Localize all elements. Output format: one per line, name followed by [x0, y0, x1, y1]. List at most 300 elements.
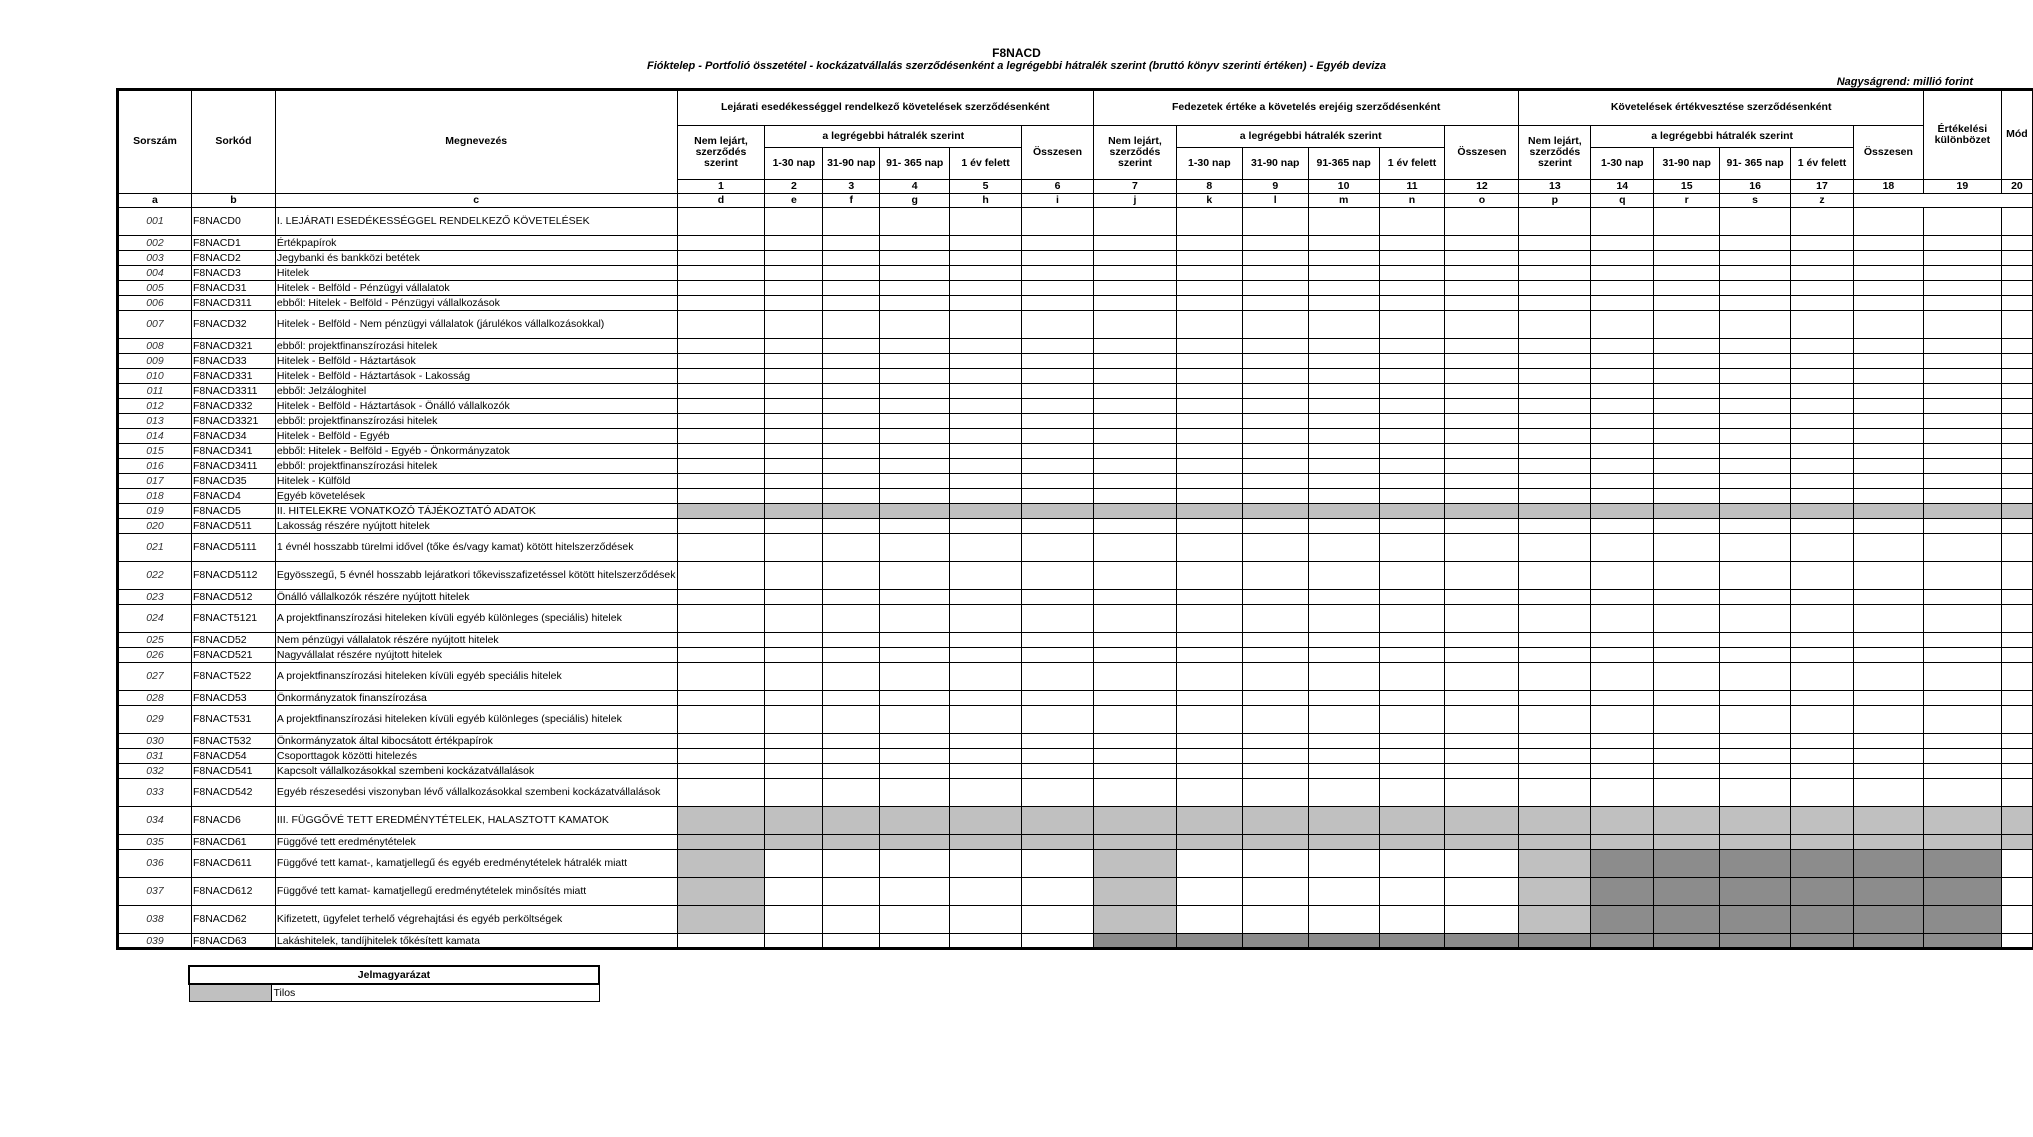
data-cell[interactable] — [1022, 691, 1094, 706]
data-cell[interactable] — [1720, 489, 1791, 504]
data-cell[interactable] — [823, 296, 880, 311]
data-cell[interactable] — [1720, 519, 1791, 534]
data-cell[interactable] — [1591, 663, 1654, 691]
data-cell[interactable] — [1853, 384, 1923, 399]
data-cell[interactable] — [1923, 691, 2001, 706]
data-cell[interactable] — [1654, 706, 1720, 734]
data-cell[interactable] — [2001, 779, 2032, 807]
data-cell[interactable] — [1591, 878, 1654, 906]
data-cell[interactable] — [1791, 459, 1854, 474]
data-cell[interactable] — [950, 519, 1022, 534]
data-cell[interactable] — [1445, 354, 1519, 369]
data-cell[interactable] — [1176, 590, 1242, 605]
data-cell[interactable] — [1379, 749, 1445, 764]
data-cell[interactable] — [2001, 590, 2032, 605]
data-cell[interactable] — [1654, 779, 1720, 807]
data-cell[interactable] — [1720, 605, 1791, 633]
data-cell[interactable] — [950, 311, 1022, 339]
data-cell[interactable] — [1654, 648, 1720, 663]
data-cell[interactable] — [1853, 605, 1923, 633]
data-cell[interactable] — [765, 459, 823, 474]
data-cell[interactable] — [1022, 519, 1094, 534]
data-cell[interactable] — [1093, 339, 1176, 354]
data-cell[interactable] — [765, 414, 823, 429]
data-cell[interactable] — [1242, 663, 1308, 691]
data-cell[interactable] — [1720, 663, 1791, 691]
data-cell[interactable] — [1654, 444, 1720, 459]
data-cell[interactable] — [1176, 354, 1242, 369]
data-cell[interactable] — [1791, 807, 1854, 835]
data-cell[interactable] — [1093, 534, 1176, 562]
data-cell[interactable] — [880, 878, 950, 906]
data-cell[interactable] — [1022, 489, 1094, 504]
data-cell[interactable] — [1022, 354, 1094, 369]
data-cell[interactable] — [1853, 266, 1923, 281]
data-cell[interactable] — [1379, 633, 1445, 648]
data-cell[interactable] — [1308, 633, 1379, 648]
data-cell[interactable] — [1519, 764, 1591, 779]
data-cell[interactable] — [880, 474, 950, 489]
data-cell[interactable] — [1379, 429, 1445, 444]
data-cell[interactable] — [2001, 281, 2032, 296]
data-cell[interactable] — [1379, 850, 1445, 878]
data-cell[interactable] — [2001, 504, 2032, 519]
data-cell[interactable] — [1093, 807, 1176, 835]
data-cell[interactable] — [2001, 633, 2032, 648]
data-cell[interactable] — [1242, 605, 1308, 633]
data-cell[interactable] — [1308, 311, 1379, 339]
data-cell[interactable] — [1720, 414, 1791, 429]
data-cell[interactable] — [1093, 414, 1176, 429]
data-cell[interactable] — [1093, 734, 1176, 749]
data-cell[interactable] — [1445, 414, 1519, 429]
data-cell[interactable] — [1176, 251, 1242, 266]
data-cell[interactable] — [765, 489, 823, 504]
data-cell[interactable] — [950, 906, 1022, 934]
data-cell[interactable] — [1445, 807, 1519, 835]
data-cell[interactable] — [1242, 648, 1308, 663]
data-cell[interactable] — [1308, 281, 1379, 296]
data-cell[interactable] — [880, 906, 950, 934]
data-cell[interactable] — [1445, 779, 1519, 807]
data-cell[interactable] — [1654, 339, 1720, 354]
data-cell[interactable] — [1308, 807, 1379, 835]
data-cell[interactable] — [1379, 878, 1445, 906]
data-cell[interactable] — [1242, 633, 1308, 648]
data-cell[interactable] — [1176, 208, 1242, 236]
data-cell[interactable] — [823, 414, 880, 429]
data-cell[interactable] — [1720, 534, 1791, 562]
data-cell[interactable] — [880, 339, 950, 354]
data-cell[interactable] — [1445, 251, 1519, 266]
data-cell[interactable] — [2001, 663, 2032, 691]
data-cell[interactable] — [1591, 266, 1654, 281]
data-cell[interactable] — [950, 429, 1022, 444]
data-cell[interactable] — [765, 807, 823, 835]
data-cell[interactable] — [765, 399, 823, 414]
data-cell[interactable] — [1519, 519, 1591, 534]
data-cell[interactable] — [1720, 734, 1791, 749]
data-cell[interactable] — [1791, 835, 1854, 850]
data-cell[interactable] — [1022, 429, 1094, 444]
data-cell[interactable] — [1308, 266, 1379, 281]
data-cell[interactable] — [1022, 384, 1094, 399]
data-cell[interactable] — [1923, 835, 2001, 850]
data-cell[interactable] — [950, 459, 1022, 474]
data-cell[interactable] — [677, 414, 765, 429]
data-cell[interactable] — [880, 519, 950, 534]
data-cell[interactable] — [1591, 519, 1654, 534]
data-cell[interactable] — [1853, 369, 1923, 384]
data-cell[interactable] — [823, 236, 880, 251]
data-cell[interactable] — [823, 850, 880, 878]
data-cell[interactable] — [677, 444, 765, 459]
data-cell[interactable] — [1176, 749, 1242, 764]
data-cell[interactable] — [1923, 311, 2001, 339]
data-cell[interactable] — [1519, 906, 1591, 934]
data-cell[interactable] — [1791, 648, 1854, 663]
data-cell[interactable] — [1445, 311, 1519, 339]
data-cell[interactable] — [823, 384, 880, 399]
data-cell[interactable] — [1445, 236, 1519, 251]
data-cell[interactable] — [1853, 779, 1923, 807]
data-cell[interactable] — [765, 906, 823, 934]
data-cell[interactable] — [765, 779, 823, 807]
data-cell[interactable] — [1242, 764, 1308, 779]
data-cell[interactable] — [950, 835, 1022, 850]
data-cell[interactable] — [1242, 590, 1308, 605]
data-cell[interactable] — [1654, 414, 1720, 429]
data-cell[interactable] — [1720, 266, 1791, 281]
data-cell[interactable] — [2001, 691, 2032, 706]
data-cell[interactable] — [1445, 474, 1519, 489]
data-cell[interactable] — [765, 266, 823, 281]
data-cell[interactable] — [1242, 369, 1308, 384]
data-cell[interactable] — [677, 474, 765, 489]
data-cell[interactable] — [677, 281, 765, 296]
data-cell[interactable] — [1923, 590, 2001, 605]
data-cell[interactable] — [2001, 605, 2032, 633]
data-cell[interactable] — [950, 691, 1022, 706]
data-cell[interactable] — [765, 474, 823, 489]
data-cell[interactable] — [823, 489, 880, 504]
data-cell[interactable] — [880, 633, 950, 648]
data-cell[interactable] — [765, 369, 823, 384]
data-cell[interactable] — [1093, 399, 1176, 414]
data-cell[interactable] — [1853, 835, 1923, 850]
data-cell[interactable] — [880, 850, 950, 878]
data-cell[interactable] — [677, 266, 765, 281]
data-cell[interactable] — [2001, 339, 2032, 354]
data-cell[interactable] — [677, 734, 765, 749]
data-cell[interactable] — [1720, 764, 1791, 779]
data-cell[interactable] — [1591, 236, 1654, 251]
data-cell[interactable] — [677, 779, 765, 807]
data-cell[interactable] — [880, 562, 950, 590]
data-cell[interactable] — [1720, 369, 1791, 384]
data-cell[interactable] — [1093, 236, 1176, 251]
data-cell[interactable] — [950, 850, 1022, 878]
data-cell[interactable] — [1720, 296, 1791, 311]
data-cell[interactable] — [1923, 414, 2001, 429]
data-cell[interactable] — [1853, 749, 1923, 764]
data-cell[interactable] — [677, 311, 765, 339]
data-cell[interactable] — [1791, 339, 1854, 354]
data-cell[interactable] — [880, 807, 950, 835]
data-cell[interactable] — [765, 835, 823, 850]
data-cell[interactable] — [1445, 296, 1519, 311]
data-cell[interactable] — [1591, 691, 1654, 706]
data-cell[interactable] — [1519, 779, 1591, 807]
data-cell[interactable] — [2001, 850, 2032, 878]
data-cell[interactable] — [880, 691, 950, 706]
data-cell[interactable] — [1519, 590, 1591, 605]
data-cell[interactable] — [1791, 489, 1854, 504]
data-cell[interactable] — [1654, 311, 1720, 339]
data-cell[interactable] — [1308, 444, 1379, 459]
data-cell[interactable] — [880, 266, 950, 281]
data-cell[interactable] — [2001, 354, 2032, 369]
data-cell[interactable] — [823, 504, 880, 519]
data-cell[interactable] — [1519, 706, 1591, 734]
data-cell[interactable] — [1654, 296, 1720, 311]
data-cell[interactable] — [1176, 266, 1242, 281]
data-cell[interactable] — [1022, 835, 1094, 850]
data-cell[interactable] — [1591, 311, 1654, 339]
data-cell[interactable] — [1591, 850, 1654, 878]
data-cell[interactable] — [823, 691, 880, 706]
data-cell[interactable] — [1654, 734, 1720, 749]
data-cell[interactable] — [1591, 835, 1654, 850]
data-cell[interactable] — [1445, 850, 1519, 878]
data-cell[interactable] — [1519, 934, 1591, 949]
data-cell[interactable] — [1379, 296, 1445, 311]
data-cell[interactable] — [1591, 369, 1654, 384]
data-cell[interactable] — [1176, 764, 1242, 779]
data-cell[interactable] — [1519, 369, 1591, 384]
data-cell[interactable] — [1308, 208, 1379, 236]
data-cell[interactable] — [1654, 534, 1720, 562]
data-cell[interactable] — [1176, 429, 1242, 444]
data-cell[interactable] — [880, 281, 950, 296]
data-cell[interactable] — [1308, 296, 1379, 311]
data-cell[interactable] — [1853, 414, 1923, 429]
data-cell[interactable] — [1720, 779, 1791, 807]
data-cell[interactable] — [677, 489, 765, 504]
data-cell[interactable] — [1591, 414, 1654, 429]
data-cell[interactable] — [1379, 906, 1445, 934]
data-cell[interactable] — [677, 878, 765, 906]
data-cell[interactable] — [880, 504, 950, 519]
data-cell[interactable] — [1923, 779, 2001, 807]
data-cell[interactable] — [1176, 504, 1242, 519]
data-cell[interactable] — [1242, 296, 1308, 311]
data-cell[interactable] — [1176, 706, 1242, 734]
data-cell[interactable] — [1242, 749, 1308, 764]
data-cell[interactable] — [1379, 444, 1445, 459]
data-cell[interactable] — [1654, 459, 1720, 474]
data-cell[interactable] — [1379, 459, 1445, 474]
data-cell[interactable] — [765, 878, 823, 906]
data-cell[interactable] — [950, 296, 1022, 311]
data-cell[interactable] — [823, 474, 880, 489]
data-cell[interactable] — [1591, 399, 1654, 414]
data-cell[interactable] — [1308, 251, 1379, 266]
data-cell[interactable] — [1654, 208, 1720, 236]
data-cell[interactable] — [880, 296, 950, 311]
data-cell[interactable] — [950, 444, 1022, 459]
data-cell[interactable] — [1654, 399, 1720, 414]
data-cell[interactable] — [1242, 489, 1308, 504]
data-cell[interactable] — [1093, 764, 1176, 779]
data-cell[interactable] — [1093, 906, 1176, 934]
data-cell[interactable] — [1022, 906, 1094, 934]
data-cell[interactable] — [823, 429, 880, 444]
data-cell[interactable] — [2001, 706, 2032, 734]
data-cell[interactable] — [1308, 764, 1379, 779]
data-cell[interactable] — [1923, 749, 2001, 764]
data-cell[interactable] — [1591, 444, 1654, 459]
data-cell[interactable] — [1445, 590, 1519, 605]
data-cell[interactable] — [1923, 878, 2001, 906]
data-cell[interactable] — [677, 399, 765, 414]
data-cell[interactable] — [880, 236, 950, 251]
data-cell[interactable] — [677, 906, 765, 934]
data-cell[interactable] — [677, 749, 765, 764]
data-cell[interactable] — [880, 399, 950, 414]
data-cell[interactable] — [765, 504, 823, 519]
data-cell[interactable] — [1308, 519, 1379, 534]
data-cell[interactable] — [950, 504, 1022, 519]
data-cell[interactable] — [1923, 850, 2001, 878]
data-cell[interactable] — [765, 633, 823, 648]
data-cell[interactable] — [1853, 474, 1923, 489]
data-cell[interactable] — [1093, 691, 1176, 706]
data-cell[interactable] — [1445, 835, 1519, 850]
data-cell[interactable] — [1242, 835, 1308, 850]
data-cell[interactable] — [1791, 444, 1854, 459]
data-cell[interactable] — [1308, 504, 1379, 519]
data-cell[interactable] — [1519, 878, 1591, 906]
data-cell[interactable] — [1308, 706, 1379, 734]
data-cell[interactable] — [1242, 779, 1308, 807]
data-cell[interactable] — [677, 208, 765, 236]
data-cell[interactable] — [1242, 236, 1308, 251]
data-cell[interactable] — [1519, 281, 1591, 296]
data-cell[interactable] — [1853, 648, 1923, 663]
data-cell[interactable] — [1022, 399, 1094, 414]
data-cell[interactable] — [1720, 444, 1791, 459]
data-cell[interactable] — [1791, 590, 1854, 605]
data-cell[interactable] — [1654, 590, 1720, 605]
data-cell[interactable] — [823, 749, 880, 764]
data-cell[interactable] — [1923, 384, 2001, 399]
data-cell[interactable] — [880, 706, 950, 734]
data-cell[interactable] — [1519, 734, 1591, 749]
data-cell[interactable] — [950, 734, 1022, 749]
data-cell[interactable] — [1176, 384, 1242, 399]
data-cell[interactable] — [1308, 934, 1379, 949]
data-cell[interactable] — [1093, 281, 1176, 296]
data-cell[interactable] — [1923, 706, 2001, 734]
data-cell[interactable] — [1379, 384, 1445, 399]
data-cell[interactable] — [1379, 691, 1445, 706]
data-cell[interactable] — [2001, 311, 2032, 339]
data-cell[interactable] — [1022, 633, 1094, 648]
data-cell[interactable] — [1519, 807, 1591, 835]
data-cell[interactable] — [950, 236, 1022, 251]
data-cell[interactable] — [677, 764, 765, 779]
data-cell[interactable] — [1591, 633, 1654, 648]
data-cell[interactable] — [677, 236, 765, 251]
data-cell[interactable] — [1853, 706, 1923, 734]
data-cell[interactable] — [765, 444, 823, 459]
data-cell[interactable] — [1022, 474, 1094, 489]
data-cell[interactable] — [1308, 878, 1379, 906]
data-cell[interactable] — [1379, 208, 1445, 236]
data-cell[interactable] — [1308, 691, 1379, 706]
data-cell[interactable] — [765, 384, 823, 399]
data-cell[interactable] — [1519, 444, 1591, 459]
data-cell[interactable] — [1654, 504, 1720, 519]
data-cell[interactable] — [1379, 706, 1445, 734]
data-cell[interactable] — [1720, 504, 1791, 519]
data-cell[interactable] — [1176, 236, 1242, 251]
data-cell[interactable] — [1853, 519, 1923, 534]
data-cell[interactable] — [1242, 281, 1308, 296]
data-cell[interactable] — [950, 251, 1022, 266]
data-cell[interactable] — [2001, 429, 2032, 444]
data-cell[interactable] — [765, 208, 823, 236]
data-cell[interactable] — [765, 590, 823, 605]
data-cell[interactable] — [677, 562, 765, 590]
data-cell[interactable] — [1720, 354, 1791, 369]
data-cell[interactable] — [1093, 296, 1176, 311]
data-cell[interactable] — [880, 429, 950, 444]
data-cell[interactable] — [1176, 399, 1242, 414]
data-cell[interactable] — [1379, 399, 1445, 414]
data-cell[interactable] — [1308, 369, 1379, 384]
data-cell[interactable] — [1519, 414, 1591, 429]
data-cell[interactable] — [1791, 474, 1854, 489]
data-cell[interactable] — [1720, 648, 1791, 663]
data-cell[interactable] — [1176, 534, 1242, 562]
data-cell[interactable] — [1923, 648, 2001, 663]
data-cell[interactable] — [1654, 281, 1720, 296]
data-cell[interactable] — [1654, 251, 1720, 266]
data-cell[interactable] — [1445, 266, 1519, 281]
data-cell[interactable] — [1791, 534, 1854, 562]
data-cell[interactable] — [1176, 807, 1242, 835]
data-cell[interactable] — [677, 590, 765, 605]
data-cell[interactable] — [2001, 399, 2032, 414]
data-cell[interactable] — [2001, 807, 2032, 835]
data-cell[interactable] — [1654, 934, 1720, 949]
data-cell[interactable] — [1923, 605, 2001, 633]
data-cell[interactable] — [1654, 807, 1720, 835]
data-cell[interactable] — [1519, 429, 1591, 444]
data-cell[interactable] — [1923, 339, 2001, 354]
data-cell[interactable] — [2001, 835, 2032, 850]
data-cell[interactable] — [823, 779, 880, 807]
data-cell[interactable] — [1791, 519, 1854, 534]
data-cell[interactable] — [1923, 906, 2001, 934]
data-cell[interactable] — [880, 444, 950, 459]
data-cell[interactable] — [1308, 354, 1379, 369]
data-cell[interactable] — [1093, 835, 1176, 850]
data-cell[interactable] — [1853, 734, 1923, 749]
data-cell[interactable] — [1242, 474, 1308, 489]
